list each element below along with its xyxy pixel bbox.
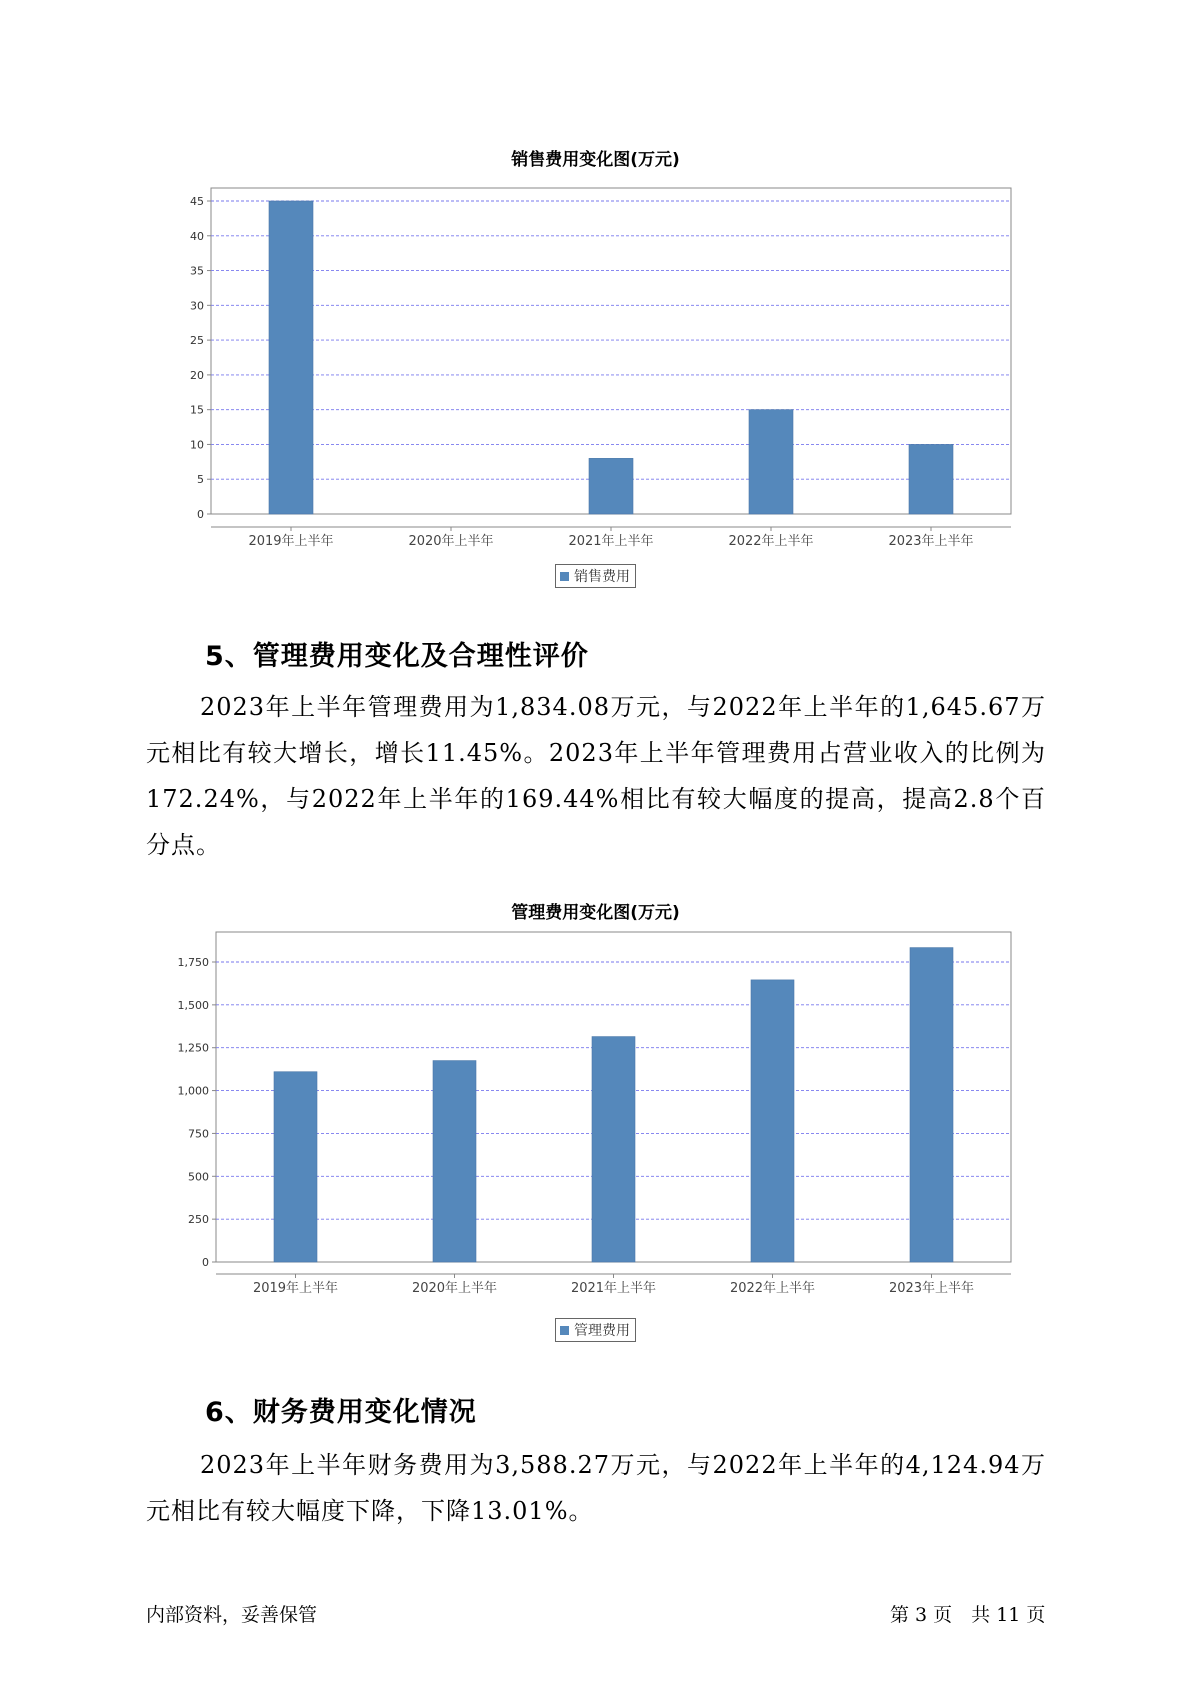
section-6-paragraph: 2023年上半年财务费用为3,588.27万元，与2022年上半年的4,124.94万元相比有较大幅度下降，下降13.01%。 — [146, 1451, 1046, 1525]
admin-expense-chart — [0, 925, 1191, 1305]
section-6-heading: 6、财务费用变化情况 — [205, 1397, 477, 1428]
y-tick-label: 20 — [190, 368, 204, 382]
x-tick-label: 2023年上半年 — [888, 534, 974, 549]
bar-2022年上半年 — [751, 980, 794, 1262]
y-tick-label: 30 — [190, 299, 204, 313]
y-tick-label: 500 — [188, 1170, 209, 1184]
bar-2021年上半年 — [592, 1037, 635, 1262]
y-tick-label: 1,000 — [177, 1084, 209, 1098]
y-tick-label: 250 — [188, 1213, 209, 1227]
bar-2019年上半年 — [269, 201, 313, 514]
section-5-paragraph: 2023年上半年管理费用为1,834.08万元，与2022年上半年的1,645.67万元相比有较大增长，增长11.45%。2023年上半年管理费用占营业收入的比例为172.24%，与2022年上半年的169.44%相比有较大幅度的提高，提高2.8个百分点。 — [146, 693, 1046, 859]
y-tick-label: 1,750 — [177, 956, 209, 969]
bar-2020年上半年 — [433, 1061, 476, 1262]
y-tick-label: 25 — [190, 334, 204, 348]
x-tick-label: 2021年上半年 — [570, 1281, 657, 1296]
y-tick-label: 35 — [190, 264, 204, 278]
y-tick-label: 45 — [190, 195, 204, 208]
x-tick-label: 2022年上半年 — [729, 1281, 816, 1296]
y-tick-label: 750 — [188, 1127, 209, 1141]
legend-swatch — [560, 572, 569, 581]
legend-label: 管理费用 — [574, 1323, 630, 1339]
bar-2023年上半年 — [909, 444, 953, 514]
x-tick-label: 2021年上半年 — [568, 534, 654, 549]
legend-label: 销售费用 — [574, 569, 630, 585]
x-tick-label: 2019年上半年 — [252, 1281, 339, 1296]
x-tick-label: 2022年上半年 — [728, 534, 814, 549]
chart-title-admin: 管理费用变化图(万元) — [511, 903, 680, 923]
y-tick-label: 10 — [190, 438, 204, 452]
x-tick-label: 2020年上半年 — [411, 1281, 498, 1296]
y-tick-label: 1,500 — [177, 998, 209, 1012]
x-tick-label: 2019年上半年 — [248, 534, 334, 549]
legend-admin — [555, 1318, 636, 1342]
footer-confidential: 内部资料，妥善保管 — [146, 1604, 318, 1626]
bar-2021年上半年 — [589, 458, 633, 514]
y-tick-label: 1,250 — [177, 1041, 209, 1055]
y-tick-label: 0 — [202, 1256, 209, 1269]
y-tick-label: 5 — [197, 473, 204, 487]
chart-title-sales: 销售费用变化图(万元) — [511, 150, 680, 170]
bar-2023年上半年 — [910, 948, 953, 1262]
y-tick-label: 15 — [190, 403, 204, 417]
x-tick-label: 2020年上半年 — [408, 534, 494, 549]
x-tick-label: 2023年上半年 — [888, 1281, 975, 1296]
footer-page-number: 第 3 页 共 11 页 — [890, 1604, 1046, 1626]
y-tick-label: 0 — [197, 508, 204, 521]
bar-2019年上半年 — [274, 1072, 317, 1262]
legend-sales — [555, 564, 636, 588]
sales-expense-chart — [0, 170, 1191, 549]
legend-swatch — [560, 1326, 569, 1335]
section-5-heading: 5、管理费用变化及合理性评价 — [205, 641, 589, 672]
y-tick-label: 40 — [190, 229, 204, 243]
bar-2022年上半年 — [749, 410, 793, 514]
